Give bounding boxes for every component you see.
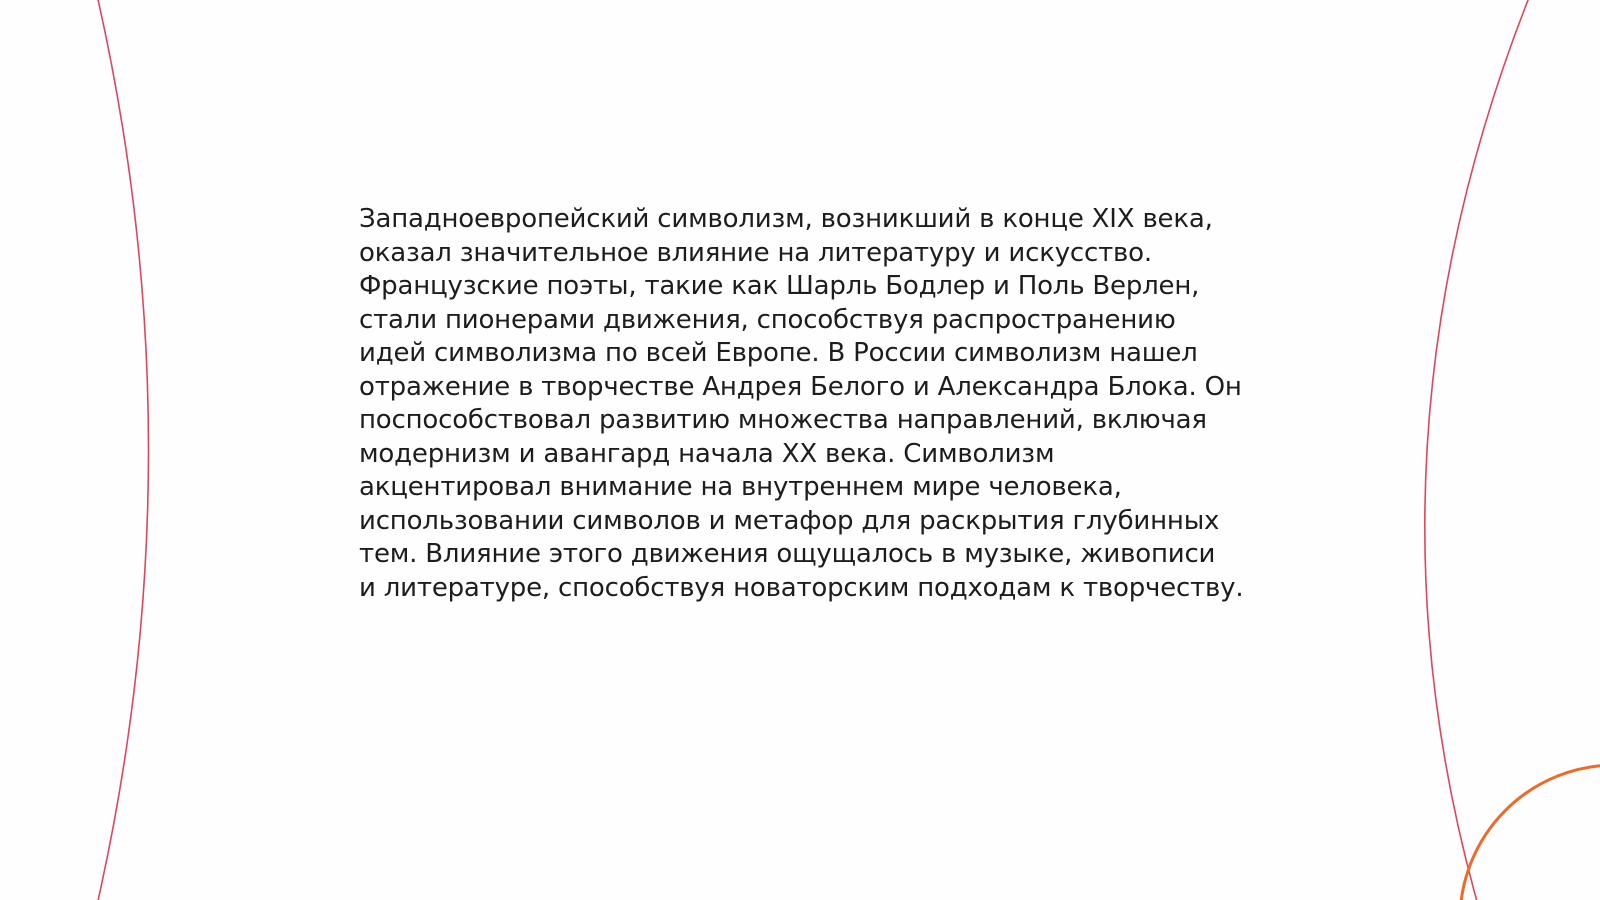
left-arc-line bbox=[97, 0, 149, 900]
body-paragraph: Западноевропейский символизм, возникший в конце XIX века, оказал значительное влияние на литературу и искусство. Французские поэты, такие как Шарль Бодлер и Поль Верлен, стали пионерами движения, способствуя распространению идей символизма по всей Европе. В России символизм нашел отражение в творчестве Андрея Белого и Александра Блока. Он поспособствовал развитию множества направлений, включая модернизм и авангард начала XX века. Символизм акцентировал внимание на внутреннем мире человека, использовании символов и метафор для раскрытия глубинных тем. Влияние этого движения ощущалось в музыке, живописи и литературе, способствуя новаторским подходам к творчеству. bbox=[359, 204, 1244, 603]
accent-circle bbox=[1460, 765, 1600, 900]
right-arc-line bbox=[1425, 0, 1530, 900]
